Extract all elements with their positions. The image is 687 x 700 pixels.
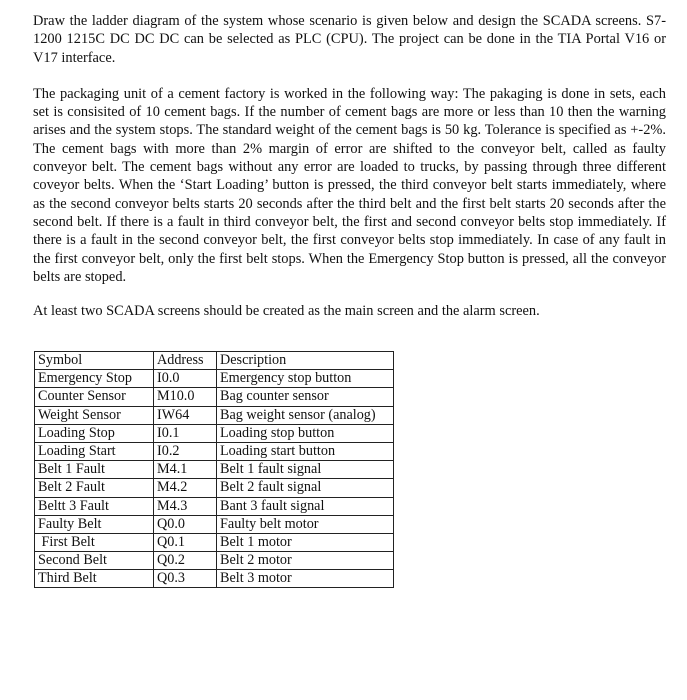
cell-address: I0.2: [154, 442, 217, 460]
cell-address: I0.1: [154, 424, 217, 442]
document-page: [33, 12, 666, 320]
cell-address: Q0.2: [154, 552, 217, 570]
table-row: [35, 370, 394, 388]
cell-address: M4.1: [154, 461, 217, 479]
cell-address: M4.2: [154, 479, 217, 497]
table-header-row: [35, 352, 394, 370]
cell-description: Belt 1 fault signal: [217, 461, 394, 479]
cell-address: M10.0: [154, 388, 217, 406]
cell-symbol: Loading Start: [35, 442, 154, 460]
table-row: [35, 424, 394, 442]
scenario-paragraph: The packaging unit of a cement factory is worked in the following way: The pakaging is done in sets, each set is consisited of 10 cement bags. If the number of cement bags are more or less than 10 then the warning arises and the system stops. The standard weight of the cement bags is 50 kg. Tolerance is specified as +-2%. The cement bags with more than 2% margin of error are shifted to the conveyor belt, called as faulty conveyor belt. The cement bags without any error are loaded to trucks, by passing through three different coveyor belts. When the ‘Start Loading’ button is pressed, the third conveyor belt starts immediately, where as the second conveyor belts starts 20 seconds after the third belt and the first belt starts 20 seconds after the second belt. If there is a fault in third conveyor belt, the first and second conveyor belts stop immediately. If there is a fault in the second conveyor belt, the first conveyor belts stop immediately. In case of any fault in the first conveyor belt, only the first belt stops. When the Emergency Stop button is pressed, all the conveyor belts are stoped.: [33, 85, 666, 285]
table-row: [35, 406, 394, 424]
cell-symbol: Emergency Stop: [35, 370, 154, 388]
table-row: [35, 461, 394, 479]
scada-requirement-paragraph: At least two SCADA screens should be created as the main screen and the alarm screen.: [33, 303, 540, 320]
table-row: [35, 442, 394, 460]
cell-address: Q0.3: [154, 570, 217, 588]
cell-description: Bag counter sensor: [217, 388, 394, 406]
cell-address: I0.0: [154, 370, 217, 388]
cell-symbol: Second Belt: [35, 552, 154, 570]
cell-description: Loading stop button: [217, 424, 394, 442]
table-row: [35, 388, 394, 406]
cell-symbol: First Belt: [35, 533, 154, 551]
cell-description: Loading start button: [217, 442, 394, 460]
cell-description: Bag weight sensor (analog): [217, 406, 394, 424]
cell-symbol: Faulty Belt: [35, 515, 154, 533]
table-row: [35, 479, 394, 497]
cell-address: IW64: [154, 406, 217, 424]
table-row: [35, 497, 394, 515]
table-row: [35, 552, 394, 570]
cell-symbol: Weight Sensor: [35, 406, 154, 424]
header-description: Description: [217, 352, 394, 370]
cell-symbol: Third Belt: [35, 570, 154, 588]
cell-symbol: Loading Stop: [35, 424, 154, 442]
cell-description: Belt 1 motor: [217, 533, 394, 551]
io-address-table: [34, 351, 394, 588]
cell-description: Faulty belt motor: [217, 515, 394, 533]
cell-address: Q0.0: [154, 515, 217, 533]
cell-description: Belt 2 motor: [217, 552, 394, 570]
header-address: Address: [154, 352, 217, 370]
cell-symbol: Counter Sensor: [35, 388, 154, 406]
table-row: [35, 533, 394, 551]
intro-paragraph: Draw the ladder diagram of the system whose scenario is given below and design the SCADA screens. S7-1200 1215C DC DC DC can be selected as PLC (CPU). The project can be done in the TIA Portal V16 or V17 interface.: [33, 13, 666, 66]
header-symbol: Symbol: [35, 352, 154, 370]
cell-symbol: Beltt 3 Fault: [35, 497, 154, 515]
cell-description: Belt 2 fault signal: [217, 479, 394, 497]
cell-description: Emergency stop button: [217, 370, 394, 388]
cell-address: Q0.1: [154, 533, 217, 551]
cell-address: M4.3: [154, 497, 217, 515]
cell-symbol: Belt 2 Fault: [35, 479, 154, 497]
cell-symbol: Belt 1 Fault: [35, 461, 154, 479]
table-row: [35, 570, 394, 588]
table-row: [35, 515, 394, 533]
cell-description: Bant 3 fault signal: [217, 497, 394, 515]
cell-description: Belt 3 motor: [217, 570, 394, 588]
